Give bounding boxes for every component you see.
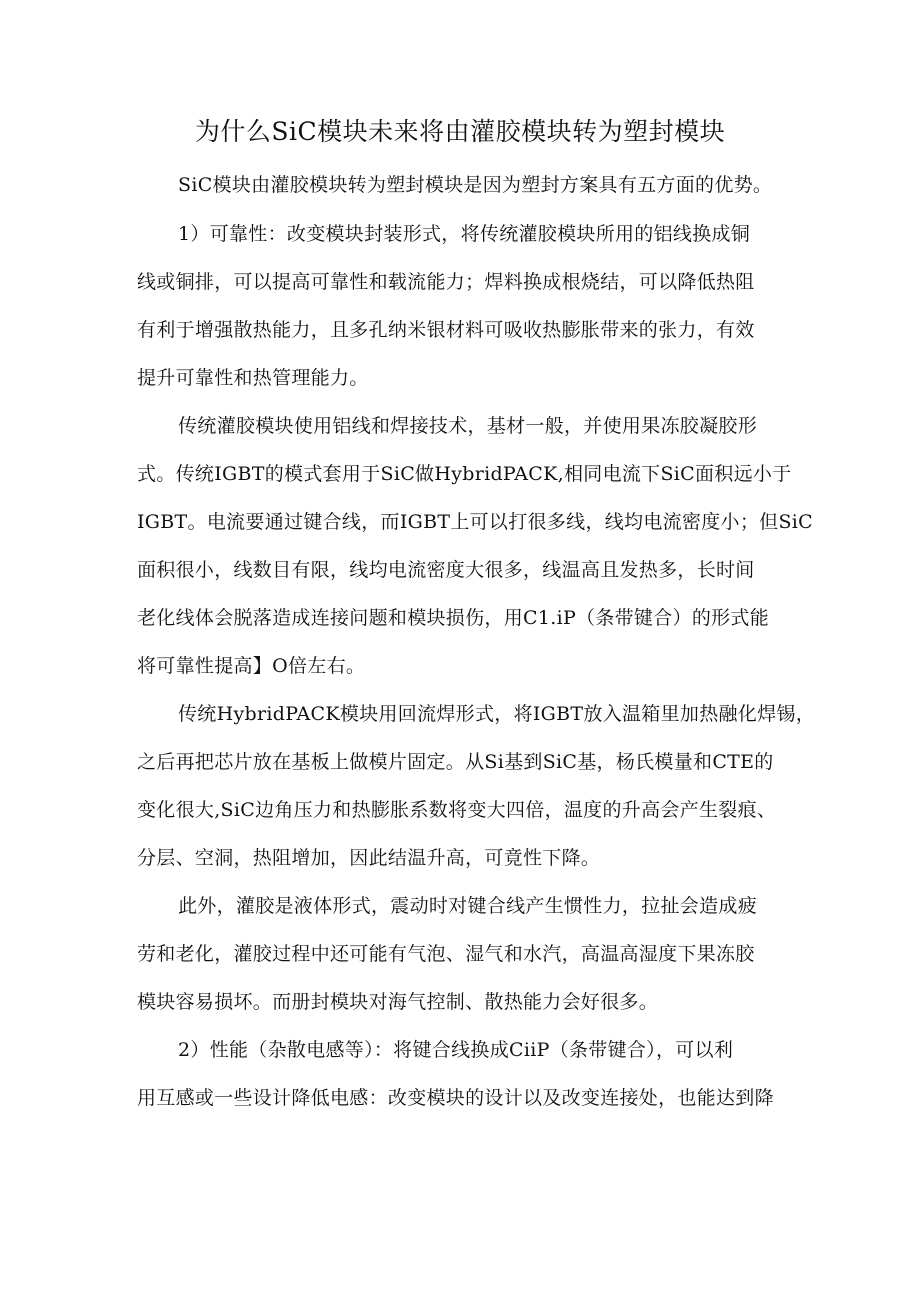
paragraph-line: IGBT。电流要通过键合线，而IGBT上可以打很多线，线均电流密度小；但SiC [137, 511, 813, 533]
paragraph-line: 分层、空洞，热阻增加，因此结温升高，可竟性下降。 [137, 847, 601, 869]
paragraph-line: 有利于增强散热能力，且多孔纳米银材料可吸收热膨胀带来的张力，有效 [137, 319, 755, 341]
paragraph-line: 2）性能（杂散电感等）：将键合线换成CiiP（条带键合），可以利 [178, 1039, 734, 1061]
paragraph-line: 变化很大,SiC边角压力和热膨胀系数将变大四倍，温度的升高会产生裂痕、 [137, 799, 777, 821]
paragraph-line: 此外，灌胶是液体形式，震动时对键合线产生惯性力，拉扯会造成疲 [178, 895, 758, 917]
paragraph-line: 将可靠性提高】O倍左右。 [137, 655, 366, 677]
paragraph-line: 之后再把芯片放在基板上做模片固定。从Si基到SiC基，杨氏模量和CTE的 [137, 751, 774, 773]
paragraph-line: 面积很小，线数目有限，线均电流密度大很多，线温高且发热多，长时间 [137, 559, 755, 581]
paragraph-line: 提升可靠性和热管理能力。 [137, 367, 369, 389]
paragraph-line: 式。传统IGBT的模式套用于SiC做HybridPACK,相同电流下SiC面积远小于 [137, 463, 792, 485]
document-title: 为什么SiC模块未来将由灌胶模块转为塑封模块 [194, 117, 726, 146]
paragraph-line: SiC模块由灌胶模块转为塑封模块是因为塑封方案具有五方面的优势。 [178, 174, 773, 196]
paragraph-line: 传统HybridPACK模块用回流焊形式，将IGBT放入温箱里加热融化焊锡， [178, 703, 816, 725]
paragraph-line: 老化线体会脱落造成连接问题和模块损伤，用C1.iP（条带键合）的形式能 [137, 607, 770, 629]
paragraph-line: 传统灌胶模块使用铝线和焊接技术，基材一般，并使用果冻胶凝胶形 [178, 415, 758, 437]
paragraph-line: 模块容易损坏。而册封模块对海气控制、散热能力会好很多。 [137, 991, 659, 1013]
paragraph-line: 线或铜排，可以提高可靠性和载流能力；焊料换成根烧结，可以降低热阻 [137, 271, 755, 293]
paragraph-line: 用互感或一些设计降低电感：改变模块的设计以及改变连接处，也能达到降 [137, 1087, 774, 1109]
paragraph-line: 劳和老化，灌胶过程中还可能有气泡、湿气和水汽，高温高湿度下果冻胶 [137, 943, 755, 965]
paragraph-line: 1）可靠性：改变模块封装形式，将传统灌胶模块所用的铝线换成铜 [178, 223, 751, 245]
